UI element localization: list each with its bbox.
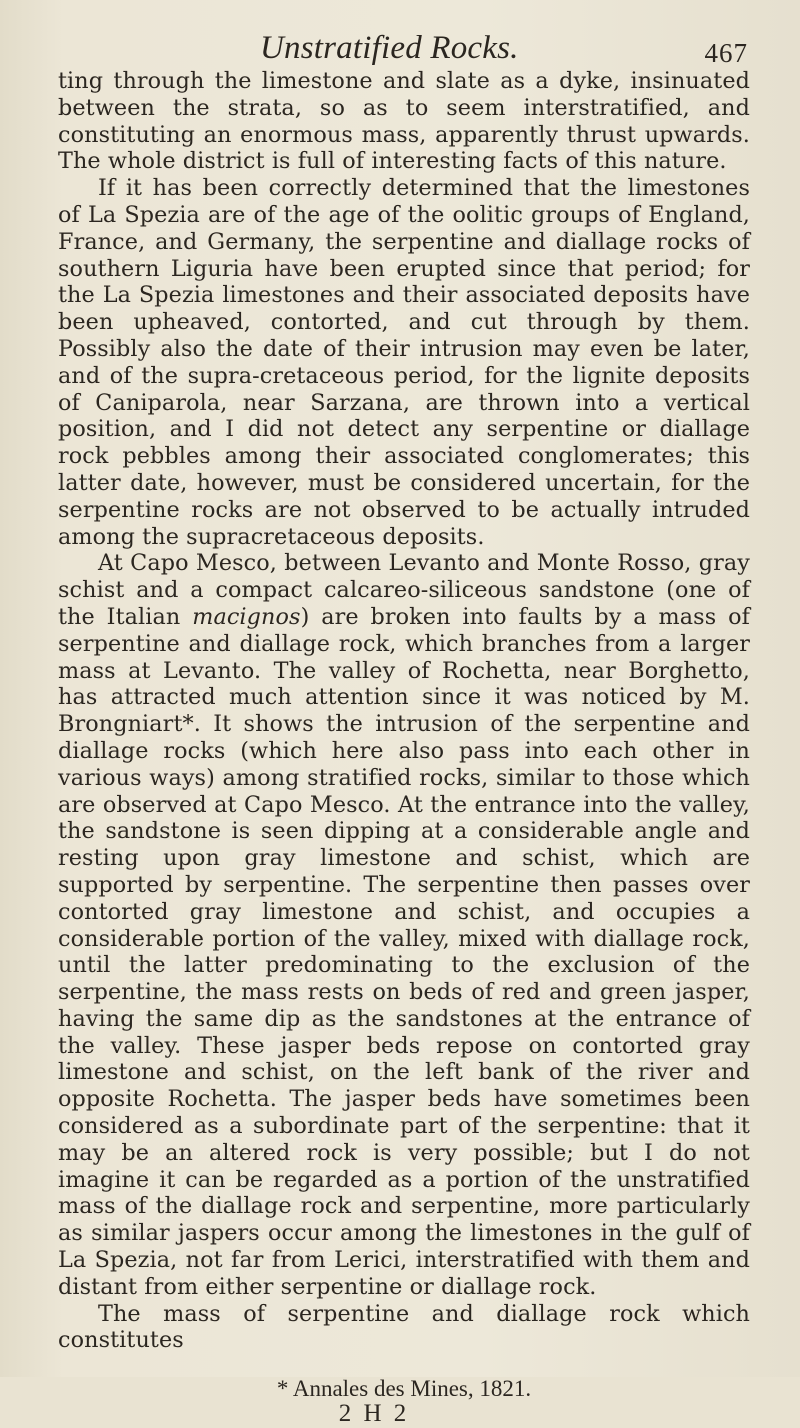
paragraph-1: ting through the limestone and slate as a dyke, insinuated between the strata, so as to seem interstratified, and constituting an enormous mass, apparently thrust upwards. The whole district is full of interesting facts of this nature.: [58, 68, 750, 175]
paragraph-4: The mass of serpentine and diallage rock which constitutes: [58, 1300, 750, 1354]
paragraph-3: [58, 550, 750, 1300]
body-text: [58, 68, 750, 1354]
paragraph-3-part-1: At Capo Mesco, between Levanto and Monte Rosso, gray schist and a compact calcareo-siliceous sandstone (one of the Italian: [58, 550, 750, 630]
italic-term: macignos: [192, 603, 301, 630]
footnote: * Annales des Mines, 1821.: [276, 1376, 532, 1402]
paragraph-3-part-2: ) are broken into faults by a mass of serpentine and diallage rock, which branches from a larger mass at Levanto. The valley of Rochetta, near Borghetto, has attracted much attention since it was noticed by M. Brongniart*. It shows the intrusion of the serpentine and diallage rocks (which here also pass into each other in various ways) among stratified rocks, similar to those which are observed at Capo Mesco. At the entrance into the valley, the sandstone is seen dipping at a considerable angle and resting upon gray limestone and schist, which are supported by serpentine. The serpentine then passes over contorted gray limestone and schist, and occupies a considerable portion of the valley, mixed with diallage rock, until the latter predominating to the exclusion of the serpentine, the mass rests on beds of red and green jasper, having the same dip as the sandstones at the entrance of the valley. These jasper beds repose on contorted gray limestone and schist, on the left bank of the river and opposite Rochetta. The jasper beds have sometimes been considered as a subordinate part of the serpentine: that it may be an altered rock is very possible; but I do not imagine it can be regarded as a portion of the unstratified mass of the diallage rock and serpentine, more particularly as similar jaspers occur among the limestones in the gulf of La Spezia, not far from Lerici, interstratified with them and distant from either serpentine or diallage rock.: [58, 603, 750, 1300]
paragraph-2: If it has been correctly determined that the limestones of La Spezia are of the age of the oolitic groups of England, France, and Germany, the serpentine and diallage rocks of southern Liguria have been erupted since that period; for the La Spezia limestones and their associated deposits have been upheaved, contorted, and cut through by them. Possibly also the date of their intrusion may even be later, and of the supra-cretaceous period, for the lignite deposits of Caniparola, near Sarzana, are thrown into a vertical position, and I did not detect any serpentine or diallage rock pebbles among their associated conglomerates; this latter date, however, must be considered uncertain, for the serpentine rocks are not observed to be actually intruded among the supracretaceous deposits.: [58, 175, 750, 550]
running-title: Unstratified Rocks.: [260, 30, 519, 66]
running-head: [0, 30, 800, 70]
signature-mark: 2 H 2: [338, 1400, 410, 1428]
page-number: 467: [704, 38, 748, 68]
